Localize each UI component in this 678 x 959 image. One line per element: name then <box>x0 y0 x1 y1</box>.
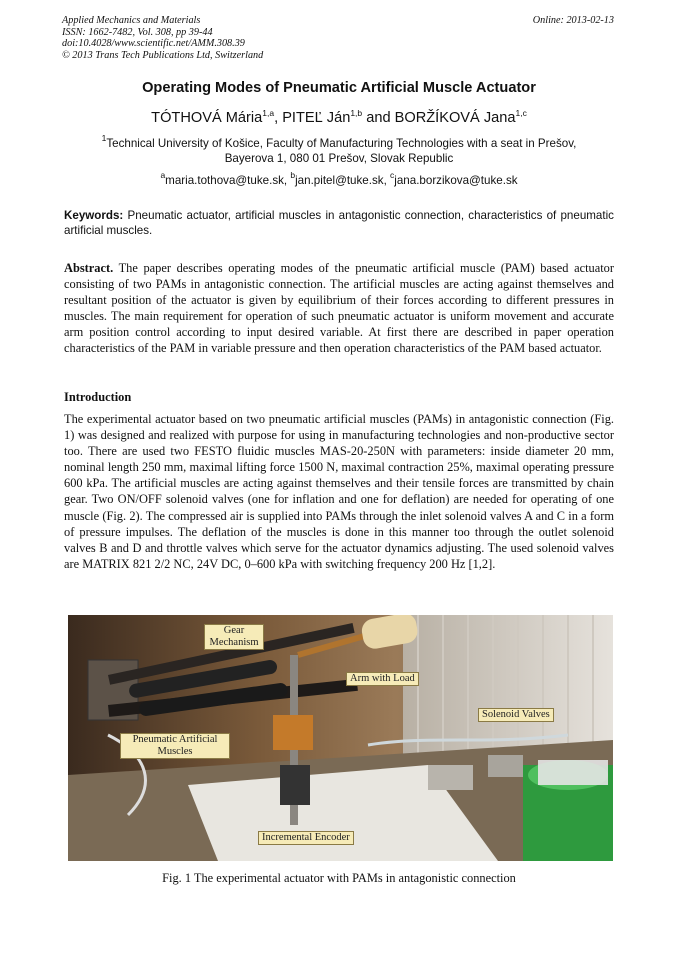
journal-doi: doi:10.4028/www.scientific.net/AMM.308.39 <box>62 38 245 50</box>
abstract <box>64 260 614 357</box>
author-separator: , <box>274 110 283 126</box>
label-incremental-encoder: Incremental Encoder <box>258 831 354 845</box>
abstract-label: Abstract. <box>64 261 114 275</box>
journal-issn: ISSN: 1662-7482, Vol. 308, pp 39-44 <box>62 26 213 38</box>
label-pam-line-1: Pneumatic Artificial <box>132 734 218 745</box>
affiliation-line-2: Bayerova 1, 080 01 Prešov, Slovak Republic <box>224 151 454 165</box>
author-conjunction: and <box>362 110 395 126</box>
email-sup: c <box>390 170 395 180</box>
label-gear-line-2: Mechanism <box>209 637 259 648</box>
figure-caption: Fig. 1 The experimental actuator with PAMs in antagonistic connection <box>162 871 516 885</box>
paper-title: Operating Modes of Pneumatic Artificial Muscle Actuator <box>142 80 536 96</box>
journal-header <box>62 15 263 61</box>
label-gear-mechanism <box>204 624 264 650</box>
actuator-photo <box>68 615 613 861</box>
section-heading: Introduction <box>64 390 132 404</box>
label-gear-line-1: Gear <box>223 625 245 636</box>
author-name: PITEĽ Ján <box>282 110 351 126</box>
author-sup: 1,a <box>262 108 275 118</box>
label-pneumatic-muscles <box>120 733 230 759</box>
keywords <box>64 208 614 238</box>
author-sup: 1,c <box>515 108 527 118</box>
keywords-text: Pneumatic actuator, artificial muscles in antagonistic connection, characteristics of pneumatic artificial muscles. <box>64 209 614 237</box>
journal-copyright: © 2013 Trans Tech Publications Ltd, Switzerland <box>62 49 264 61</box>
label-arm-with-load: Arm with Load <box>346 672 419 686</box>
email-link[interactable]: jan.pitel@tuke.sk <box>295 174 384 187</box>
email-link[interactable]: maria.tothova@tuke.sk <box>165 174 284 187</box>
affiliation-sup: 1 <box>101 133 107 143</box>
email-list: $^a$maria.tothova@tuke.sk, $^b$jan.pitel@tuke.sk, $^c$jana.borzikova@tuke.sk <box>160 170 518 187</box>
label-solenoid-valves: Solenoid Valves <box>478 708 554 722</box>
author-name: TÓTHOVÁ Mária <box>151 110 263 126</box>
label-pam-line-2: Muscles <box>157 746 193 757</box>
introduction-text: The experimental actuator based on two pneumatic artificial muscles (PAMs) in antagonistic connection (Fig. 1) was designed and realized with purpose for using in manufacturing technologies and non-productive sector too. There are used two FESTO fluidic muscles MAS-20-250N with parameters: inside diameter 20 mm, nominal length 250 mm, maximal lifting force 1500 N, maximal contraction 25%, maximal operating pressure 600 kPa. The artificial muscles are acting against themselves and their tensile forces are transmitted by chain gear. Two ON/OFF solenoid valves (one for inflation and one for deflation) are needed for operating of one muscle (Fig. 2). The compressed air is supplied into PAMs through the inlet solenoid valves A and C in a form of pressure impulses. The deflation of the muscles is done in this manner too through the outlet solenoid valves B and D and throttle valves which serve for the actuator dynamics adjusting. The used solenoid valves are MATRIX 821 2/2 NC, 24V DC, 0–600 kPa with switching frequency 200 Hz [1,2]. <box>64 412 614 571</box>
online-date: Online: 2013-02-13 <box>532 15 614 26</box>
affiliation-line-1: Technical University of Košice, Faculty of Manufacturing Technologies with a seat in Prešov, <box>106 137 577 150</box>
abstract-text: The paper describes operating modes of the pneumatic artificial muscle (PAM) based actuator consisting of two PAMs in antagonistic connection. The artificial muscles are acting against themselves and resultant position of the actuator is given by equilibrium of their forces according to different pressures in muscles. The main requirement for operation of such pneumatic actuator is uniform movement and accurate arm position control according to input desired variable. At first there are described in paper operation characteristics of the PAM in variable pressure and then operation characteristics of the PAM based actuator. <box>64 261 614 356</box>
email-link[interactable]: jana.borzikova@tuke.sk <box>394 174 518 187</box>
journal-name: Applied Mechanics and Materials <box>62 15 201 26</box>
author-list <box>0 110 678 126</box>
email-sup: a <box>160 170 166 180</box>
keywords-label: Keywords: <box>64 209 124 222</box>
affiliation <box>70 133 608 166</box>
author-sup: 1,b <box>350 108 363 118</box>
author-name: BORŽÍKOVÁ Jana <box>394 110 516 126</box>
email-sup: b <box>290 170 296 180</box>
